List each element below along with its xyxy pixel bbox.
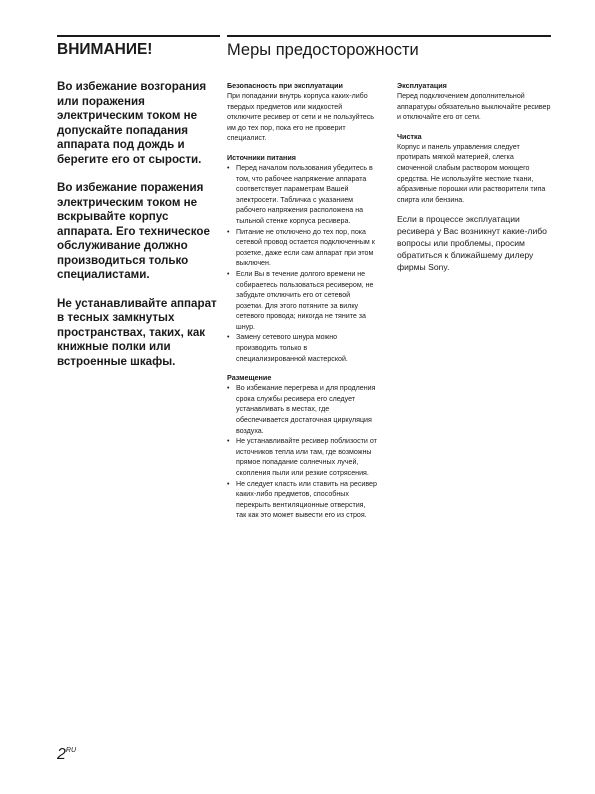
page-number — [57, 746, 76, 764]
list-item: • Не следует класть или ставить на ресивер каких-либо предметов, способных перекрыть вентиляционные отверстия, так как это может вывести его из строя. — [227, 479, 377, 521]
section-title-cleaning: Чистка — [397, 131, 422, 141]
section-text-cleaning: Корпус и панель управления следует протирать мягкой материей, слегка смоченной слабым раствором моющего средства. Не используйте жесткие ткани, абразивные порошки или растворители типа спирта или бензина. — [397, 142, 546, 204]
list-item: • Замену сетевого шнура можно производить только в специализированной мастерской. — [227, 332, 377, 364]
list-item: • Во избежание перегрева и для продления срока службы ресивера его следует устанавливать в местах, где обеспечивается достаточная циркуляция воздуха. — [227, 383, 377, 436]
list-item: • Перед началом пользования убедитесь в том, что рабочее напряжение аппарата соответствует параметрам Вашей электросети. Табличка с указанием рабочего напряжения расположена на тыльной стенке корпуса ресивера. — [227, 163, 377, 227]
left-heading-rule — [57, 35, 220, 37]
closing-note: Если в процессе эксплуатации ресивера у Вас возникнут какие-либо вопросы или проблемы, просим обратиться к ближайшему дилеру фирмы Sony. — [397, 214, 547, 272]
right-column — [397, 81, 551, 273]
section-text-safety: При попадании внутрь корпуса каких-либо твердых предметов или жидкостей отключите ресивер от сети и не пользуйтесь им до тех пор, пока его не проверит специалист. — [227, 92, 374, 143]
list-item: • Питание не отключено до тех пор, пока сетевой провод остается подключенным к розетке, даже если сам аппарат при этом выключен. — [227, 227, 377, 269]
power-list — [227, 163, 377, 364]
section-title-safety: Безопасность при эксплуатации — [227, 81, 343, 90]
page-number-value: 2 — [57, 746, 66, 763]
warnings-block — [57, 80, 217, 381]
page-language-code: RU — [65, 747, 77, 754]
list-item: • Если Вы в течение долгого времени не собираетесь пользоваться ресивером, не забудьте отключить его от сетевой розетки. Для этого потяните за вилку сетевого провода; никогда не тяните за шнур. — [227, 269, 377, 333]
left-heading: ВНИМАНИЕ! — [57, 41, 153, 58]
middle-column — [227, 81, 377, 521]
section-title-operation: Эксплуатация — [397, 81, 447, 90]
warning-text: Не устанавливайте аппарат в тесных замкнутых пространствах, таких, как книжные полки или встроенные шкафы. — [57, 296, 217, 368]
warning-text: Во избежание поражения электрическим током не вскрывайте корпус аппарата. Его техническое обслуживание должно производиться только специалистами. — [57, 181, 210, 281]
placement-list — [227, 383, 377, 521]
right-heading-rule — [227, 35, 551, 37]
section-title-placement: Размещение — [227, 373, 272, 383]
section-title-power: Источники питания — [227, 152, 296, 162]
warning-text: Во избежание возгорания или поражения электрическим током не допускайте попадания аппарата под дождь и берегите его от сырости. — [57, 80, 207, 166]
section-text-operation: Перед подключением дополнительной аппаратуры обязательно выключайте ресивер и отключайте его от сети. — [397, 92, 551, 122]
right-heading: Меры предосторожности — [227, 41, 419, 59]
list-item: • Не устанавливайте ресивер поблизости от источников тепла или там, где возможны прямое попадание солнечных лучей, скопления пыли или резкие сотрясения. — [227, 436, 377, 478]
